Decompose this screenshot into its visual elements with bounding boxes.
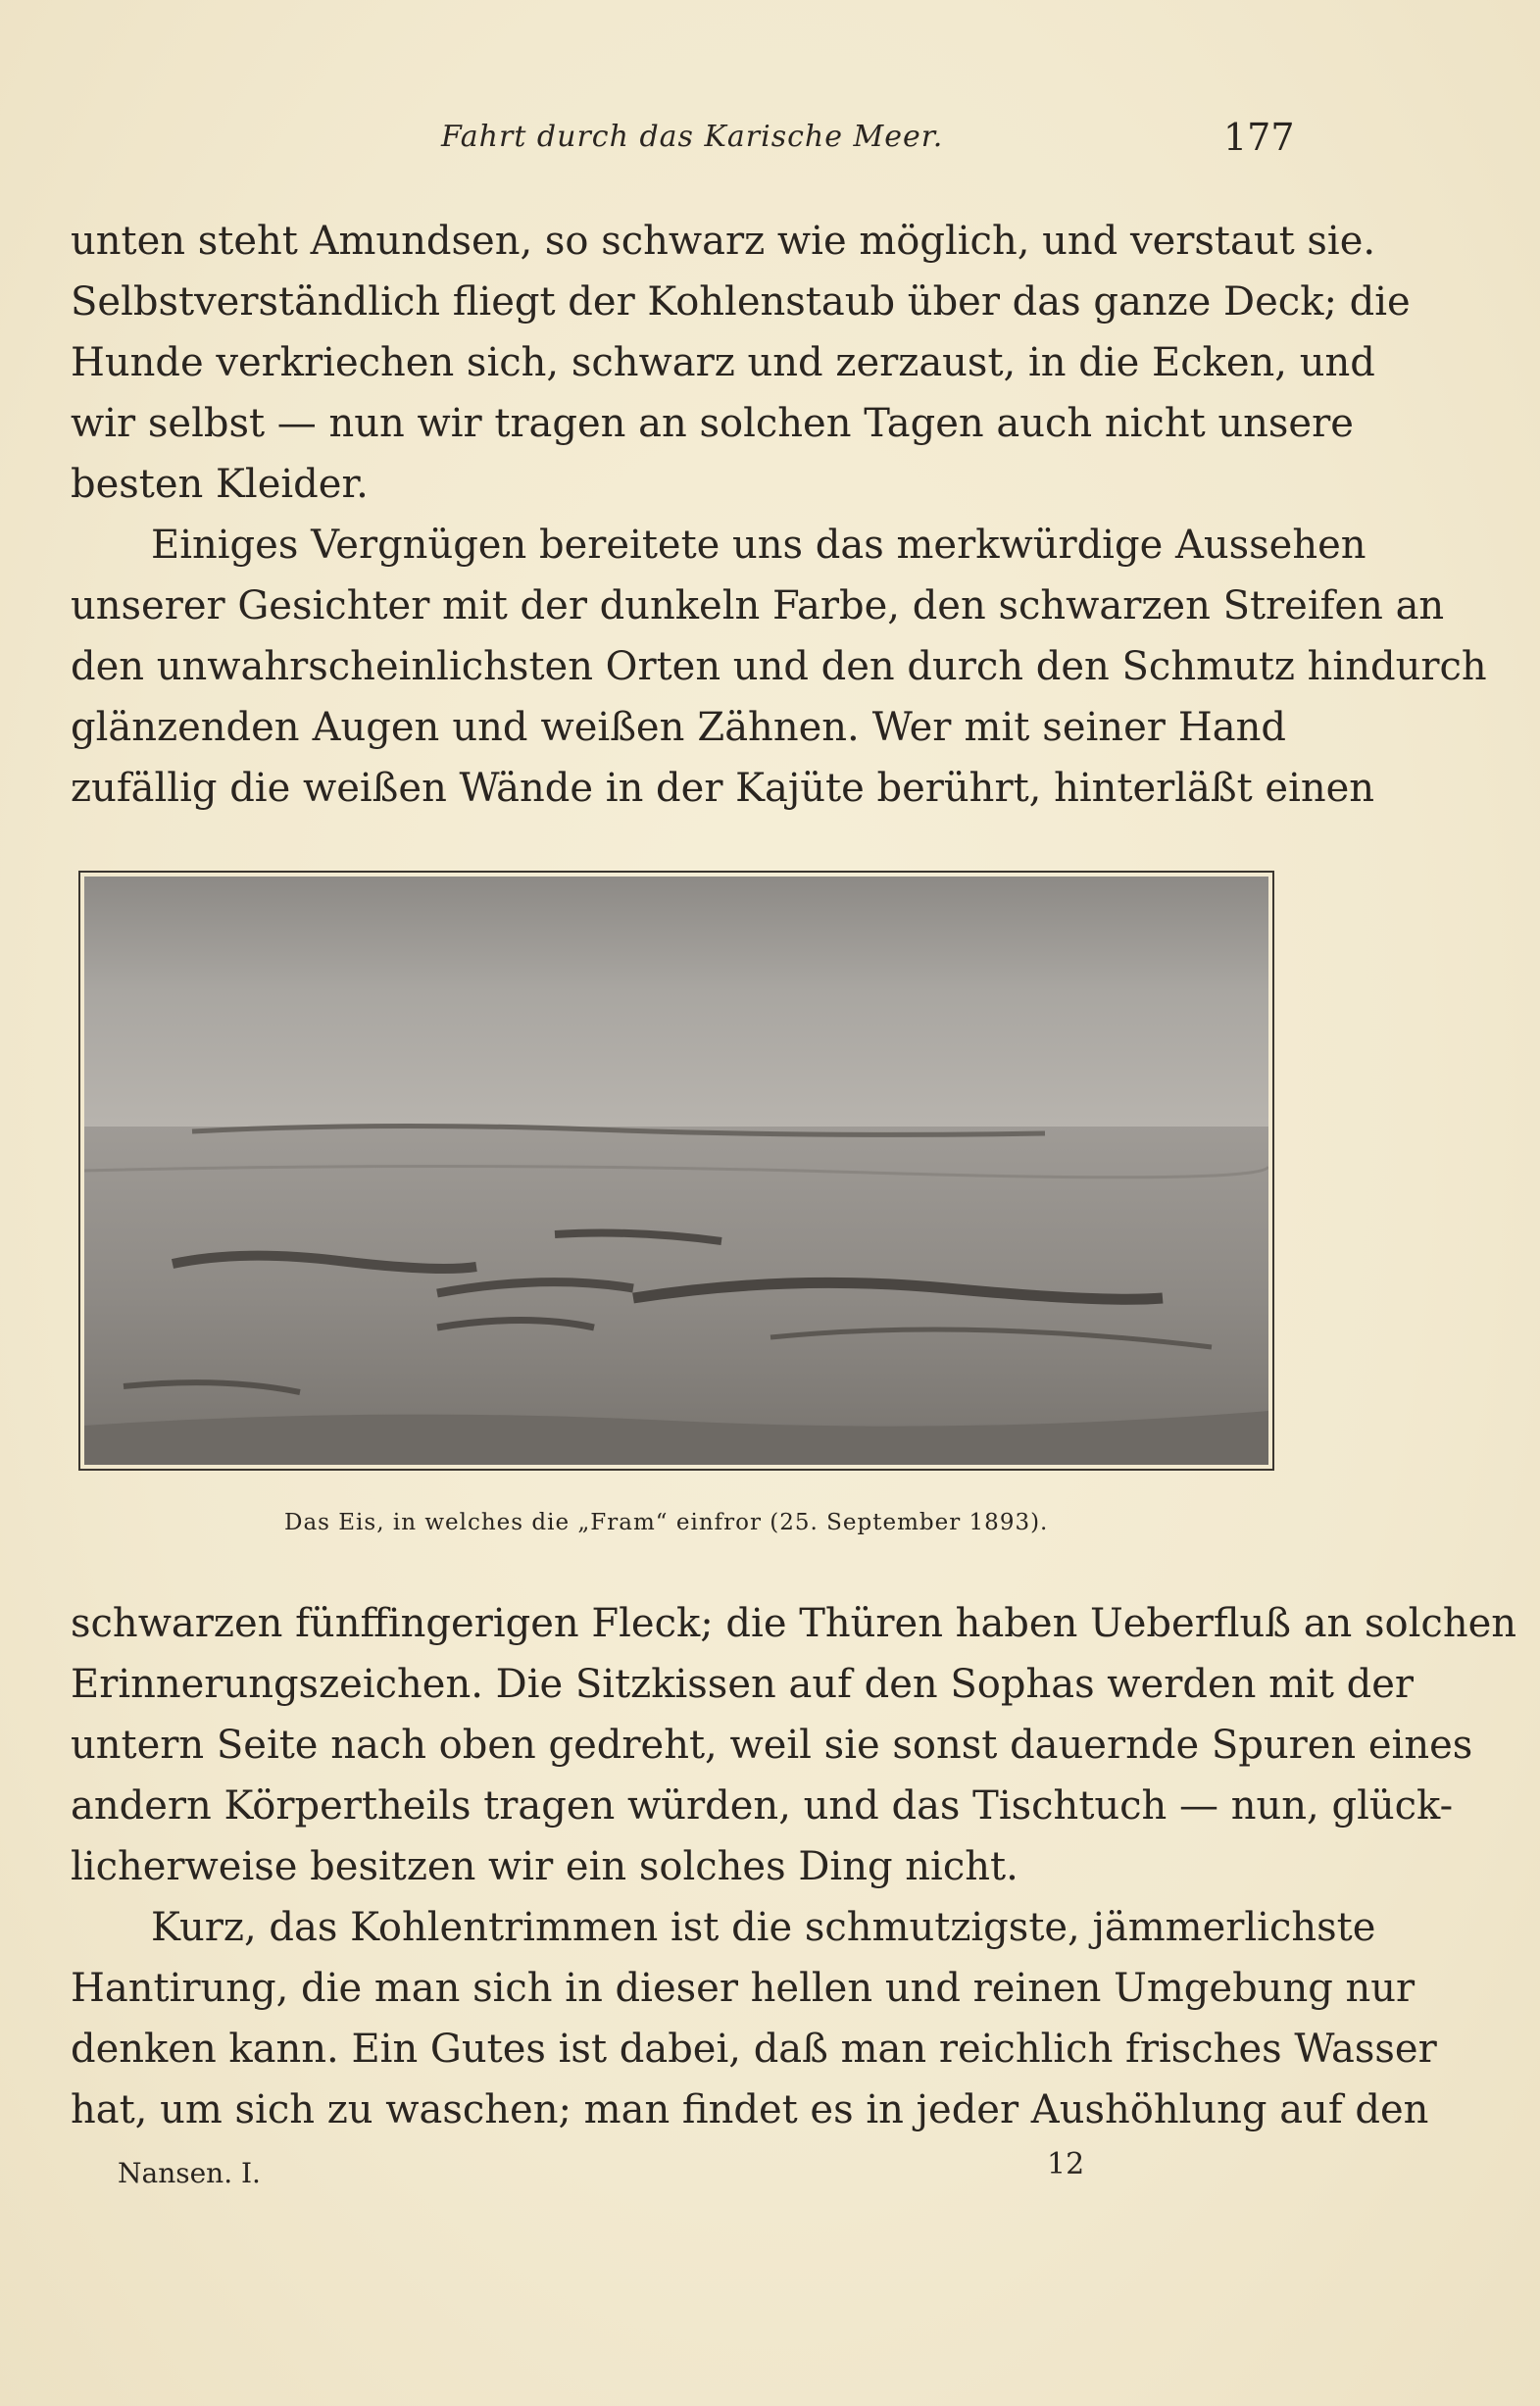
ice-photograph-image: [84, 877, 1268, 1465]
text-line: wir selbst — nun wir tragen an solchen Tagen auch nicht unsere: [71, 401, 1354, 446]
text-line: Einiges Vergnügen bereitete uns das merkwürdige Aussehen: [151, 523, 1366, 568]
text-line: denken kann. Ein Gutes ist dabei, daß man reichlich frisches Wasser: [71, 2027, 1437, 2072]
text-line: andern Körpertheils tragen würden, und das Tischtuch — nun, glück-: [71, 1783, 1454, 1829]
paragraph-2: [71, 515, 1487, 819]
text-line: zufällig die weißen Wände in der Kajüte berührt, hinterläßt einen: [71, 766, 1375, 811]
text-line: Selbstverständlich fliegt der Kohlenstaub über das ganze Deck; die: [71, 279, 1411, 325]
text-line: licherweise besitzen wir ein solches Ding nicht.: [71, 1844, 1018, 1889]
text-line: glänzenden Augen und weißen Zähnen. Wer mit seiner Hand: [71, 705, 1286, 750]
signature-mark: Nansen. I.: [118, 2157, 261, 2189]
text-line: Hunde verkriechen sich, schwarz und zerzaust, in die Ecken, und: [71, 340, 1375, 385]
text-line: den unwahrscheinlichsten Orten und den durch den Schmutz hindurch: [71, 644, 1487, 689]
signature-number: 12: [1047, 2147, 1085, 2181]
figure-caption: Das Eis, in welches die „Fram“ einfror (25. September 1893).: [284, 1510, 1049, 1535]
page-number: 177: [1223, 116, 1295, 159]
text-line: unserer Gesichter mit der dunkeln Farbe, den schwarzen Streifen an: [71, 583, 1445, 628]
paragraph-1: [71, 211, 1411, 515]
text-line: hat, um sich zu waschen; man findet es in jeder Aushöhlung auf den: [71, 2087, 1429, 2132]
text-line: schwarzen fünffingerigen Fleck; die Thüren haben Ueberfluß an solchen: [71, 1601, 1517, 1646]
paragraph-4: [71, 1897, 1437, 2140]
running-head: Fahrt durch das Karische Meer.: [441, 120, 944, 154]
text-line: Erinnerungszeichen. Die Sitzkissen auf den Sophas werden mit der: [71, 1662, 1414, 1707]
ice-photograph: [78, 871, 1274, 1471]
text-line: Hantirung, die man sich in dieser hellen und reinen Umgebung nur: [71, 1966, 1416, 2011]
text-line: untern Seite nach oben gedreht, weil sie sonst dauernde Spuren eines: [71, 1723, 1473, 1768]
text-line: besten Kleider.: [71, 462, 369, 507]
text-line: Kurz, das Kohlentrimmen ist die schmutzigste, jämmerlichste: [151, 1905, 1376, 1950]
text-line: unten steht Amundsen, so schwarz wie möglich, und verstaut sie.: [71, 219, 1376, 264]
paragraph-3: [71, 1593, 1517, 1897]
